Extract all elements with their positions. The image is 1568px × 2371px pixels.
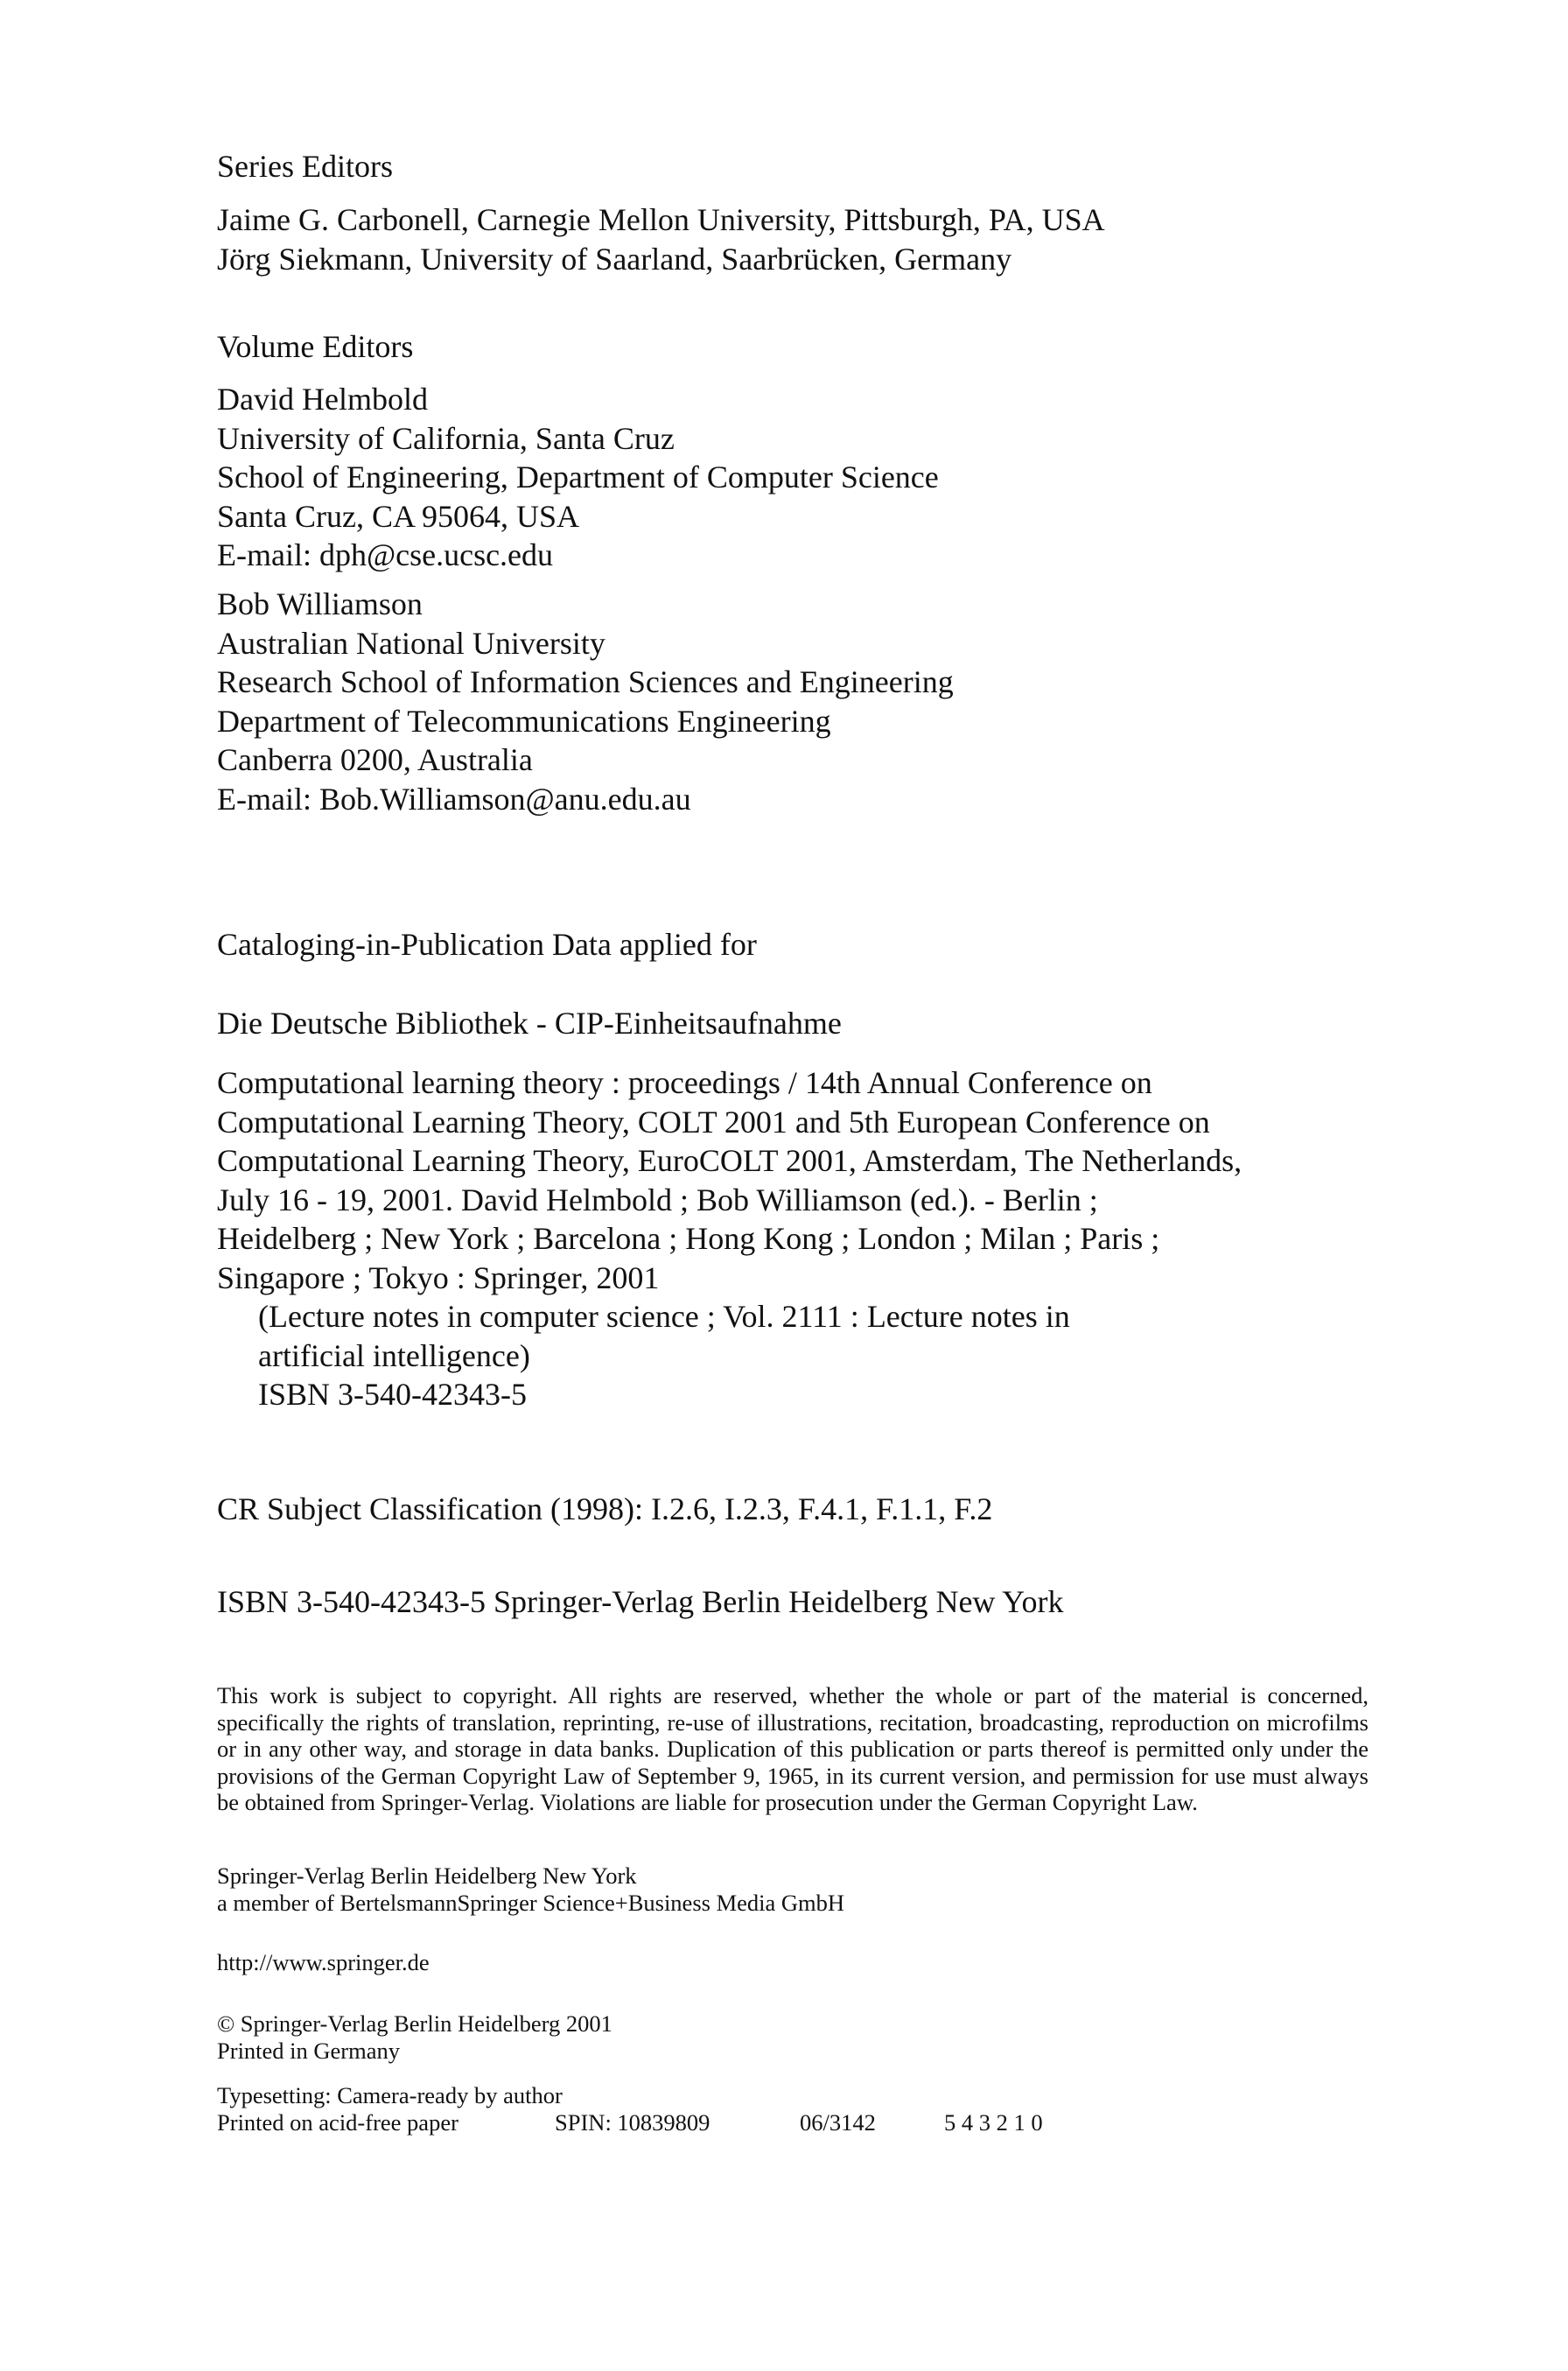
series-editor: Jörg Siekmann, University of Saarland, Saarbrücken, Germany — [217, 241, 1012, 277]
publisher-url: http://www.springer.de — [217, 1949, 430, 1975]
cataloging-applied: Cataloging-in-Publication Data applied for — [217, 927, 757, 962]
copyright-line: © Springer-Verlag Berlin Heidelberg 2001 Printed in Germany — [217, 2010, 612, 2064]
publisher-info: Springer-Verlag Berlin Heidelberg New York a member of BertelsmannSpringer Science+Business Media GmbH — [217, 1862, 845, 1916]
series-editor: Jaime G. Carbonell, Carnegie Mellon University, Pittsburgh, PA, USA — [217, 202, 1105, 237]
paper-note: Printed on acid-free paper — [217, 2108, 458, 2136]
isbn-line: ISBN 3-540-42343-5 Springer-Verlag Berlin Heidelberg New York — [217, 1584, 1064, 1619]
cip-heading: Die Deutsche Bibliothek - CIP-Einheitsaufnahme — [217, 1006, 842, 1041]
series-editors-list — [217, 200, 1105, 278]
cip-entry: Computational learning theory : proceedings / 14th Annual Conference on Computational Learning Theory, COLT 2001 and 5th European Conference on Computational Learning Theory, EuroCOLT 2001, Amsterdam, The Netherlands, July 16 - 19, 2001. David Helmbold ; Bob Williamson (ed.). - Berlin ; Heidelberg ; New York ; Barcelona ; Hong Kong ; London ; Milan ; Paris ; Singapore ; Tokyo : Springer, 2001 (Lecture notes in computer science ; Vol. 2111 : Lecture notes in artificial intelligence) ISBN 3-540-42343-5 — [217, 1065, 1242, 1412]
copyright-notice: This work is subject to copyright. All rights are reserved, whether the whole or part of the material is concerned, specifically the rights of translation, reprinting, re-use of illustrations, recitation, broadcasting, reproduction on microfilms or in any other way, and storage in data banks. Duplication of this publication or parts thereof is permitted only under the provisions of the German Copyright Law of September 9, 1965, in its current version, and permission for use must always be obtained from Springer-Verlag. Violations are liable for prosecution under the German Copyright Law. — [217, 1682, 1368, 1815]
series-editors-heading: Series Editors — [217, 149, 393, 184]
spin-number: SPIN: 10839809 — [555, 2108, 710, 2136]
production-info: Typesetting: Camera-ready by author Printed on acid-free paper SPIN: 10839809 06/3142 5 4 3 2 1 0 — [217, 2082, 1043, 2136]
volume-editors-heading: Volume Editors — [217, 329, 414, 364]
cr-classification: CR Subject Classification (1998): I.2.6, I.2.3, F.4.1, F.1.1, F.2 — [217, 1491, 993, 1526]
volume-editor-williamson: Bob Williamson Australian National University Research School of Information Sciences and Engineering Department of Telecommunications Engineering Canberra 0200, Australia E-mail: Bob.Williamson@anu.edu.au — [217, 586, 954, 817]
printing-sequence: 5 4 3 2 1 0 — [944, 2108, 1043, 2136]
volume-editor-helmbold: David Helmbold University of California, Santa Cruz School of Engineering, Department of Computer Science Santa Cruz, CA 95064, USA E-mail: dph@cse.ucsc.edu — [217, 382, 939, 572]
print-code: 06/3142 — [800, 2108, 876, 2136]
